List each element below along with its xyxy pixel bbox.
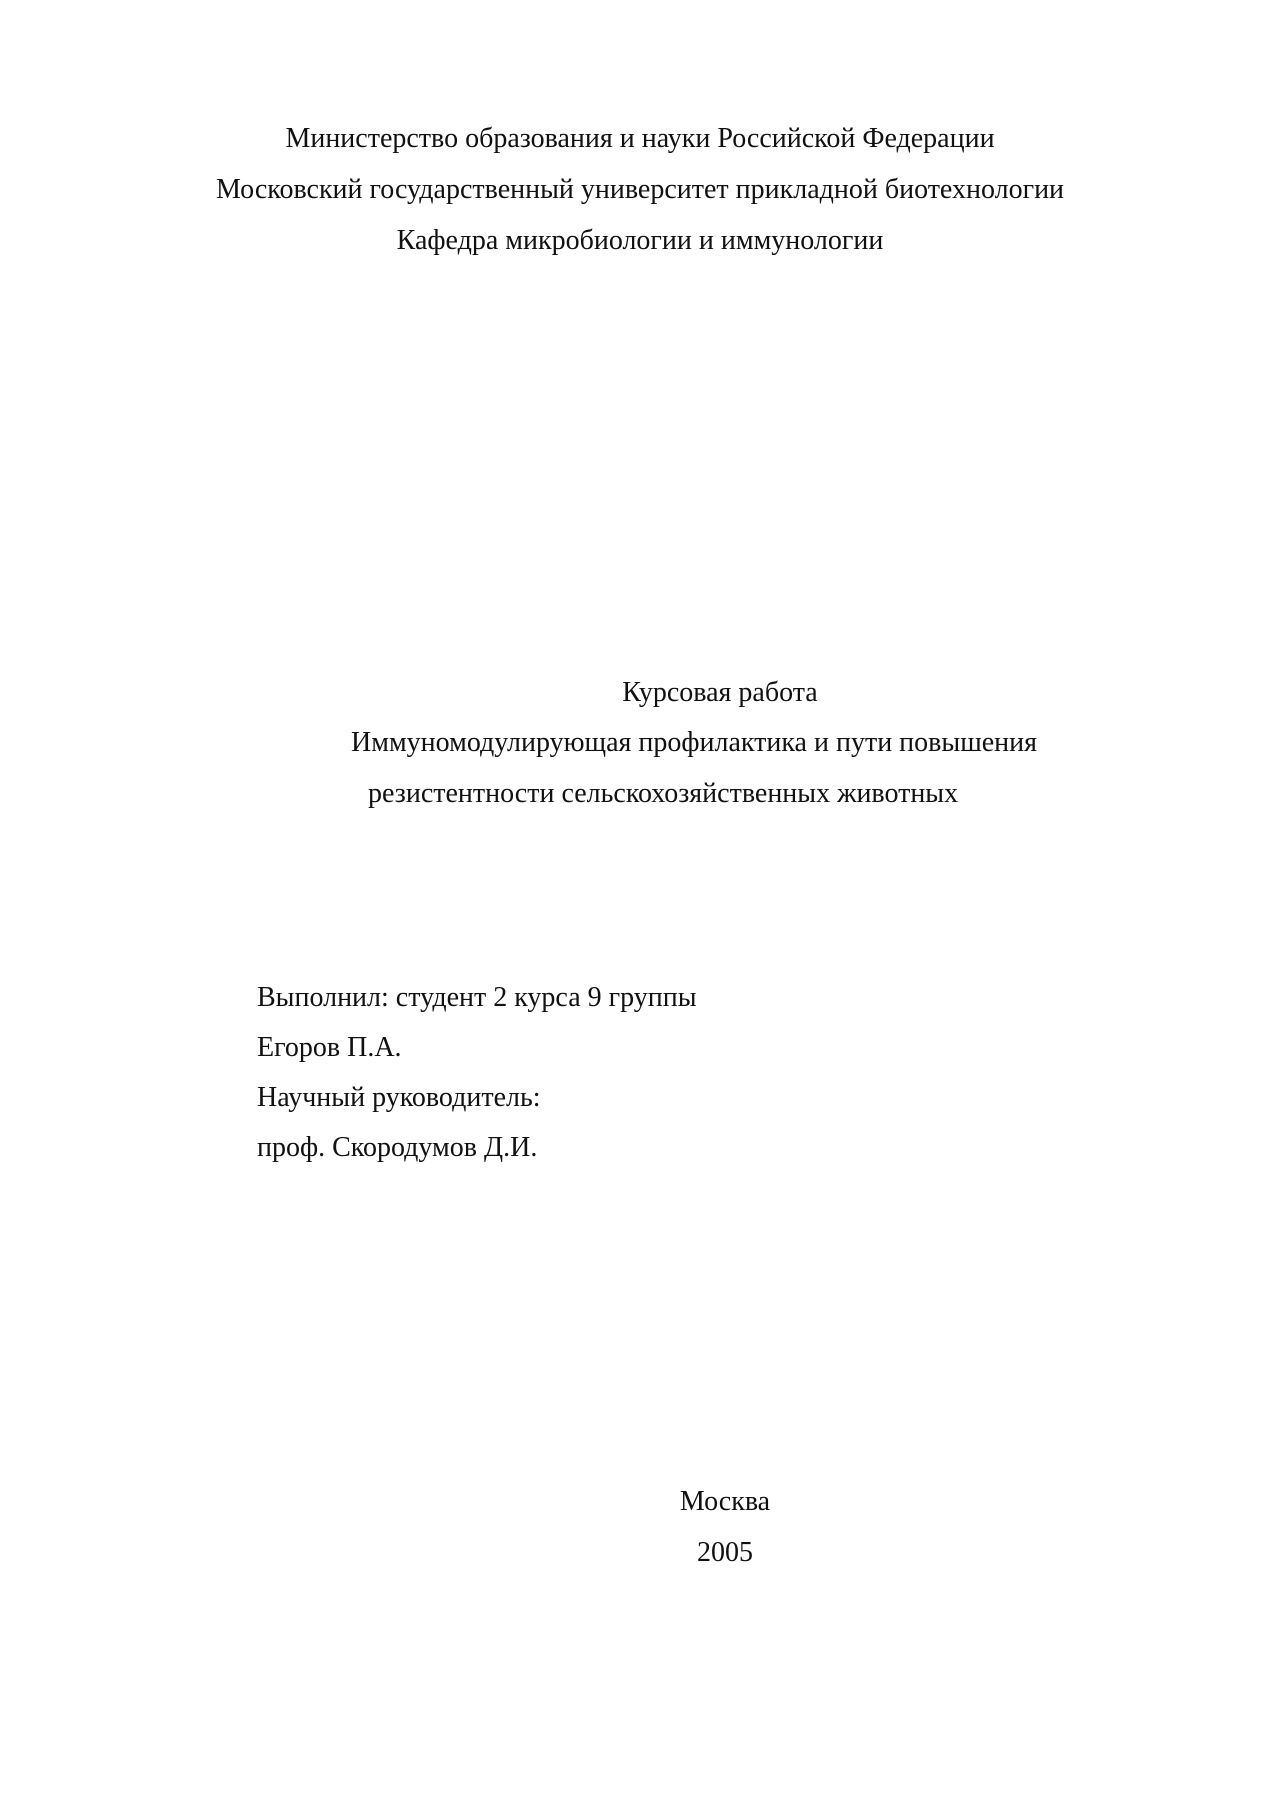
work-title-line-2: резистентности сельскохозяйственных животных: [368, 778, 959, 809]
supervisor-name: проф. Скородумов Д.И.: [257, 1132, 538, 1163]
university-heading: Московский государственный университет прикладной биотехнологии: [215, 174, 1065, 205]
city-label: Москва: [679, 1486, 771, 1517]
performed-by-line: Выполнил: студент 2 курса 9 группы: [257, 982, 697, 1013]
work-title-line-1: Иммуномодулирующая профилактика и пути повышения: [351, 727, 1038, 758]
supervisor-label: Научный руководитель:: [257, 1082, 541, 1113]
student-name: Егоров П.А.: [257, 1032, 402, 1063]
department-heading: Кафедра микробиологии и иммунологии: [396, 225, 884, 256]
work-type-label: Курсовая работа: [622, 677, 818, 708]
ministry-heading: Министерство образования и науки Российской Федерации: [285, 123, 995, 154]
year-label: 2005: [697, 1537, 753, 1568]
